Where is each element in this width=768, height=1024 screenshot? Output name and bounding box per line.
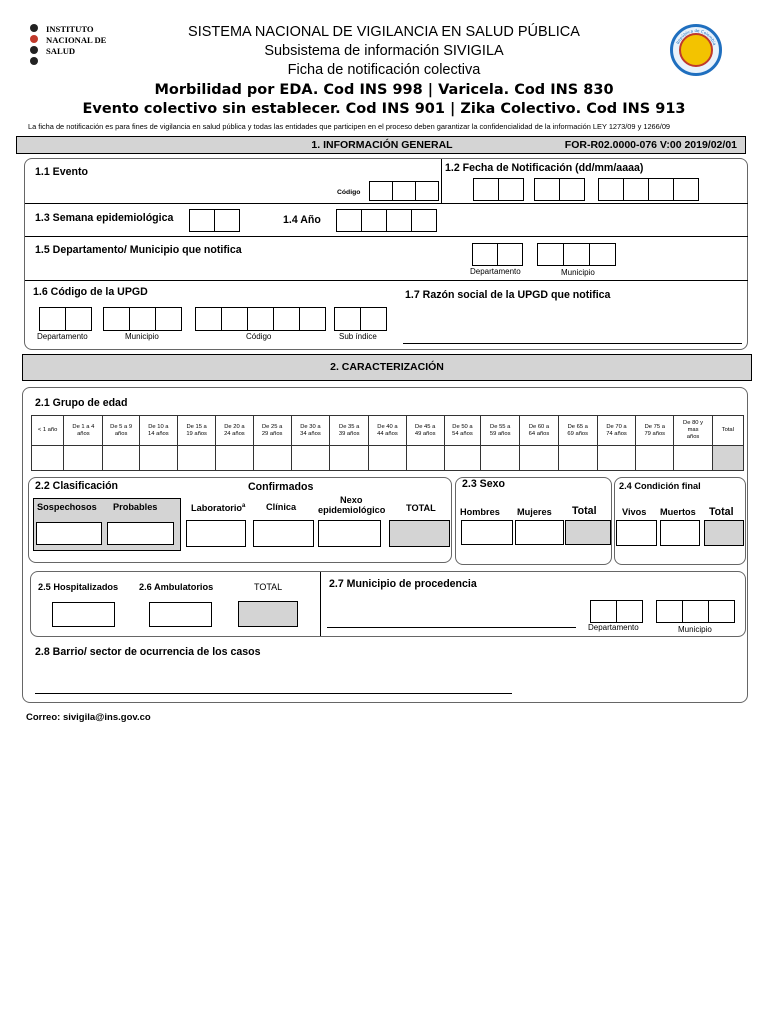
correo-label: Correo: sivigila@ins.gov.co [26,712,151,723]
clinica-label: Clínica [266,502,297,512]
ambulatorios-label: 2.6 Ambulatorios [139,582,214,592]
laboratorio-footnote-mark: a [242,503,246,509]
age-header-line: años [686,434,700,440]
age-header-13 [520,416,558,446]
ins-logo-line1: INSTITUTO [46,24,94,34]
age-header-6 [253,416,291,446]
age-header-line: De 5 a 9 [110,423,133,430]
age-count-input[interactable] [64,446,103,471]
fecha-day-input[interactable] [473,178,524,201]
age-header-17 [674,416,712,446]
nexo-label-1: Nexo [340,495,363,505]
ins-logo-line2: NACIONAL DE [46,35,107,45]
age-header-line: 64 años [528,430,550,437]
grupo-edad-label: 2.1 Grupo de edad [35,397,128,409]
age-header-line: 59 años [489,430,511,437]
laboratorio-input[interactable] [186,520,246,547]
upgd-subindice-caption: Sub índice [339,332,377,341]
age-header-3 [139,416,177,446]
barrio-input-line[interactable] [35,693,512,694]
age-count-input[interactable] [178,446,216,471]
age-header-5 [216,416,253,446]
age-header-line: De 65 a [567,423,588,430]
age-count-input[interactable] [597,446,635,471]
clasificacion-label: 2.2 Clasificación [35,480,119,492]
upgd-depto-input[interactable] [39,307,92,331]
fecha-year-input[interactable] [598,178,699,201]
age-header-line: Total [721,427,734,433]
fecha-label: 1.2 Fecha de Notificación (dd/mm/aaaa) [445,162,644,174]
age-header-line: años [77,430,90,437]
subsystem-title: Subsistema de información SIVIGILA [264,43,504,59]
age-header-line: De 20 a [224,423,245,430]
age-total-input[interactable] [712,446,743,471]
age-group-table [31,415,744,471]
sospechosos-label: Sospechosos [37,502,97,512]
age-header-line: De 80 y [683,420,704,426]
age-count-input[interactable] [444,446,480,471]
age-header-line: 39 años [338,430,360,437]
age-header-line: De 10 a [148,423,169,430]
notifica-mun-caption: Municipio [561,268,595,277]
age-count-input[interactable] [32,446,64,471]
events-line-1: Morbilidad por EDA. Cod INS 998 | Varicela. Cod INS 830 [154,82,614,98]
vivos-label: Vivos [622,507,647,517]
procedencia-mun-caption: Municipio [678,625,712,634]
upgd-label: 1.6 Código de la UPGD [33,286,148,298]
age-header-line: De 30 a [300,423,321,430]
age-count-input[interactable] [139,446,177,471]
age-count-input[interactable] [406,446,444,471]
condicion-total-label: Total [709,506,734,518]
upgd-code-caption: Código [246,332,272,341]
age-header-18 [712,416,743,446]
condicion-total-input[interactable] [704,520,744,546]
legal-notice: La ficha de notificación es para fines de vigilancia en salud pública y todas las entidades que participen en el proceso deben garantizar la confidencialidad de la información LEY 1273/09 y 1266/09 [28,122,671,131]
section2-header [22,354,752,381]
age-count-input[interactable] [216,446,253,471]
age-count-input[interactable] [636,446,674,471]
procedencia-label: 2.7 Municipio de procedencia [329,578,477,590]
age-count-input[interactable] [674,446,712,471]
age-header-line: De 35 a [339,423,360,430]
age-header-line: De 60 a [528,423,550,430]
anio-label: 1.4 Año [283,214,321,226]
age-header-line: 44 años [377,430,398,437]
age-header-line: De 55 a [490,423,511,430]
age-header-line: De 25 a [261,423,283,430]
evento-label: 1.1 Evento [35,166,88,178]
muertos-input[interactable] [660,520,700,546]
age-header-line: De 15 a [186,423,207,430]
age-header-11 [444,416,480,446]
upgd-code-input[interactable] [195,307,326,331]
muertos-label: Muertos [660,507,696,517]
age-header-10 [406,416,444,446]
age-header-line: 29 años [261,430,283,437]
hospitalizados-label: 2.5 Hospitalizados [38,582,119,592]
age-header-line: De 1 a 4 [72,423,95,430]
section1-header [16,136,746,154]
age-header-line: 79 años [644,430,666,437]
hospitalizados-input[interactable] [52,602,115,627]
seal-text: República de Colombia [675,27,718,46]
age-header-15 [597,416,635,446]
procedencia-depto-input[interactable] [590,600,643,623]
age-header-line: 34 años [300,430,321,437]
age-header-4 [178,416,216,446]
age-header-16 [636,416,674,446]
age-count-input[interactable] [558,446,597,471]
age-count-input[interactable] [330,446,369,471]
ins-logo-line3: SALUD [46,46,76,56]
age-header-line: 19 años [186,430,207,437]
sospechosos-probables-group [33,498,181,551]
hombres-input[interactable] [461,520,513,545]
laboratorio-label: Laboratorio$^a$ [191,503,246,514]
hombres-label: Hombres [460,507,500,517]
form-type: Ficha de notificación colectiva [287,62,481,78]
age-header-12 [481,416,520,446]
hosp-total-label: TOTAL [254,582,283,592]
vivos-input[interactable] [616,520,657,546]
evento-code-input[interactable] [369,181,439,201]
age-header-line: mas [687,427,699,433]
procedencia-input-line[interactable] [327,627,576,628]
notifica-mun-input[interactable] [537,243,616,266]
age-header-8 [330,416,369,446]
sexo-total-input[interactable] [565,520,611,545]
clasif-total-label: TOTAL [406,503,436,513]
mujeres-label: Mujeres [517,507,552,517]
upgd-mun-caption: Municipio [125,332,159,341]
events-line-2: Evento colectivo sin establecer. Cod INS 901 | Zika Colectivo. Cod INS 913 [82,101,686,117]
condicion-label: 2.4 Condición final [619,481,701,491]
age-header-1 [64,416,103,446]
notifica-depto-caption: Departamento [470,267,521,276]
age-header-line: De 50 a [452,423,473,430]
age-header-line: De 45 a [415,423,436,430]
section1-title: 1. INFORMACIÓN GENERAL [311,139,453,151]
procedencia-depto-caption: Departamento [588,623,639,632]
notifica-depto-input[interactable] [472,243,523,266]
codigo-label: Código [337,189,361,196]
age-header-2 [103,416,139,446]
age-count-input[interactable] [481,446,520,471]
barrio-label: 2.8 Barrio/ sector de ocurrencia de los casos [35,646,261,658]
nexo-label-2: epidemiológico [318,505,386,515]
section2-title: 2. CARACTERIZACIÓN [330,361,444,373]
confirmados-label: Confirmados [248,481,314,493]
age-header-9 [369,416,406,446]
section1-panel [24,158,748,350]
system-title: SISTEMA NACIONAL DE VIGILANCIA EN SALUD PÚBLICA [188,24,580,40]
razon-input-line[interactable] [403,343,742,344]
upgd-mun-input[interactable] [103,307,182,331]
depto-mun-label: 1.5 Departamento/ Municipio que notifica [35,244,242,256]
sexo-total-label: Total [572,505,597,517]
sospechosos-input[interactable] [36,522,102,545]
sexo-label: 2.3 Sexo [462,478,505,490]
probables-label: Probables [113,502,158,512]
age-header-7 [291,416,329,446]
upgd-depto-caption: Departamento [37,332,88,341]
clasif-total-input[interactable] [389,520,450,547]
age-header-line: 24 años [224,430,245,437]
ambulatorios-input[interactable] [149,602,212,627]
probables-input[interactable] [107,522,174,545]
semana-label: 1.3 Semana epidemiológica [35,212,174,224]
age-header-line: años [114,430,128,437]
age-header-line: 54 años [452,430,473,437]
age-header-line: 14 años [148,430,169,437]
age-count-input[interactable] [520,446,558,471]
age-count-input[interactable] [103,446,139,471]
upgd-subindice-input[interactable] [334,307,387,331]
age-header-line: De 70 a [606,423,627,430]
clinica-input[interactable] [253,520,314,547]
razon-label: 1.7 Razón social de la UPGD que notifica [405,289,611,301]
mujeres-input[interactable] [515,520,564,545]
form-code: FOR-R02.0000-076 V:00 2019/02/01 [564,139,737,151]
anio-input[interactable] [336,209,437,232]
age-count-input[interactable] [369,446,406,471]
age-header-line: 49 años [414,430,436,437]
nexo-input[interactable] [318,520,381,547]
age-header-14 [558,416,597,446]
age-header-0 [32,416,64,446]
age-count-input[interactable] [253,446,291,471]
age-header-line: De 40 a [377,423,398,430]
hosp-total-input[interactable] [238,601,298,627]
age-header-line: 74 años [606,430,627,437]
age-header-line: 69 años [567,430,589,437]
semana-input[interactable] [189,209,240,232]
age-header-line: < 1 año [37,427,58,433]
age-header-line: De 75 a [644,423,665,430]
procedencia-mun-input[interactable] [656,600,735,623]
age-count-input[interactable] [291,446,329,471]
fecha-month-input[interactable] [534,178,585,201]
